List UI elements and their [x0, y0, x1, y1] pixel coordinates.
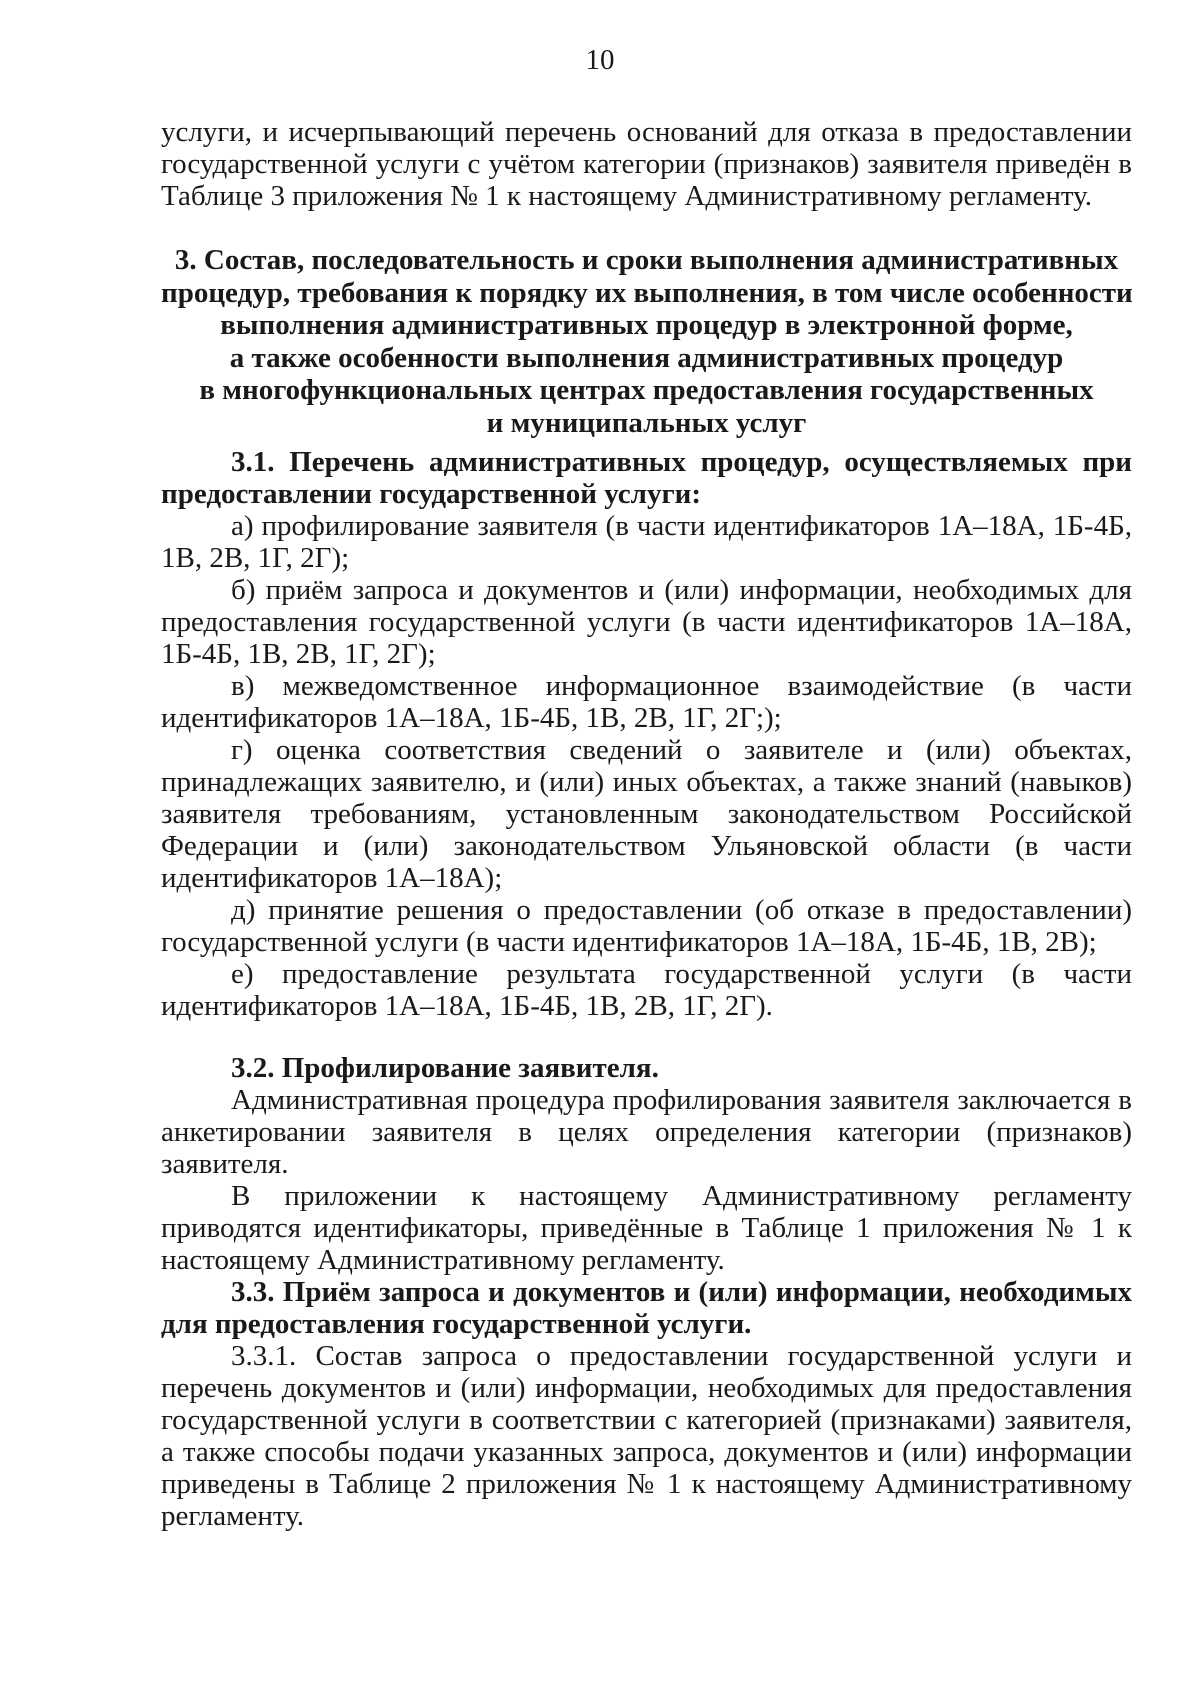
heading-line: и муниципальных услуг [486, 406, 807, 439]
section-3-3-title: 3.3. Приём запроса и документов и (или) информации, необходимых для предоставления государственной услуги. [161, 1276, 1132, 1340]
section-3-heading [161, 244, 1132, 439]
section-3-1-title: 3.1. Перечень административных процедур, осуществляемых при предоставлении государственной услуги: [161, 446, 1132, 510]
heading-line: в многофункциональных центрах предоставления государственных [199, 374, 1094, 406]
list-item: е) предоставление результата государственной услуги (в части идентификаторов 1А–18А, 1Б-4Б, 1В, 2В, 1Г, 2Г). [161, 958, 1132, 1022]
procedure-list [161, 510, 1132, 1022]
heading-line: а также особенности выполнения административных процедур [229, 341, 1064, 374]
heading-line: выполнения административных процедур в электронной форме, [220, 309, 1073, 341]
heading-line: процедур, требования к порядку их выполнения, в том числе особенности [161, 276, 1133, 309]
list-item: б) приём запроса и документов и (или) информации, необходимых для предоставления государственной услуги (в части идентификаторов 1А–18А, 1Б-4Б, 1В, 2В, 1Г, 2Г); [161, 574, 1132, 670]
heading-line: 3. Состав, последовательность и сроки выполнения административных [174, 244, 1119, 276]
section-3-3-1-paragraph: 3.3.1. Состав запроса о предоставлении государственной услуги и перечень документов и (или) информации, необходимых для предоставления государственной услуги в соответствии с категорией (признаками) заявителя, а также способы подачи указанных запроса, документов и (или) информации приведены в Таблице 2 приложения № 1 к настоящему Административному регламенту. [161, 1340, 1132, 1532]
list-item: в) межведомственное информационное взаимодействие (в части идентификаторов 1А–18А, 1Б-4Б, 1В, 2В, 1Г, 2Г;); [161, 670, 1132, 734]
section-3-2-paragraph-1: Административная процедура профилирования заявителя заключается в анкетировании заявителя в целях определения категории (признаков) заявителя. [161, 1084, 1132, 1180]
section-3-2-title: 3.2. Профилирование заявителя. [231, 1052, 659, 1084]
section-3-2-paragraph-2: В приложении к настоящему Административному регламенту приводятся идентификаторы, приведённые в Таблице 1 приложения № 1 к настоящему Административному регламенту. [161, 1180, 1132, 1276]
list-item: г) оценка соответствия сведений о заявителе и (или) объектах, принадлежащих заявителю, и (или) иных объектах, а также знаний (навыков) заявителя требованиям, установленным законодательством Российской Федерации и (или) законодательством Ульяновской области (в части идентификаторов 1А–18А); [161, 734, 1132, 894]
list-item: д) принятие решения о предоставлении (об отказе в предоставлении) государственной услуги (в части идентификаторов 1А–18А, 1Б-4Б, 1В, 2В); [161, 894, 1132, 958]
intro-paragraph: услуги, и исчерпывающий перечень оснований для отказа в предоставлении государственной услуги с учётом категории (признаков) заявителя приведён в Таблице 3 приложения № 1 к настоящему Административному регламенту. [161, 116, 1132, 212]
list-item: а) профилирование заявителя (в части идентификаторов 1А–18А, 1Б-4Б, 1В, 2В, 1Г, 2Г); [161, 510, 1132, 574]
page-number: 10 [585, 44, 615, 76]
